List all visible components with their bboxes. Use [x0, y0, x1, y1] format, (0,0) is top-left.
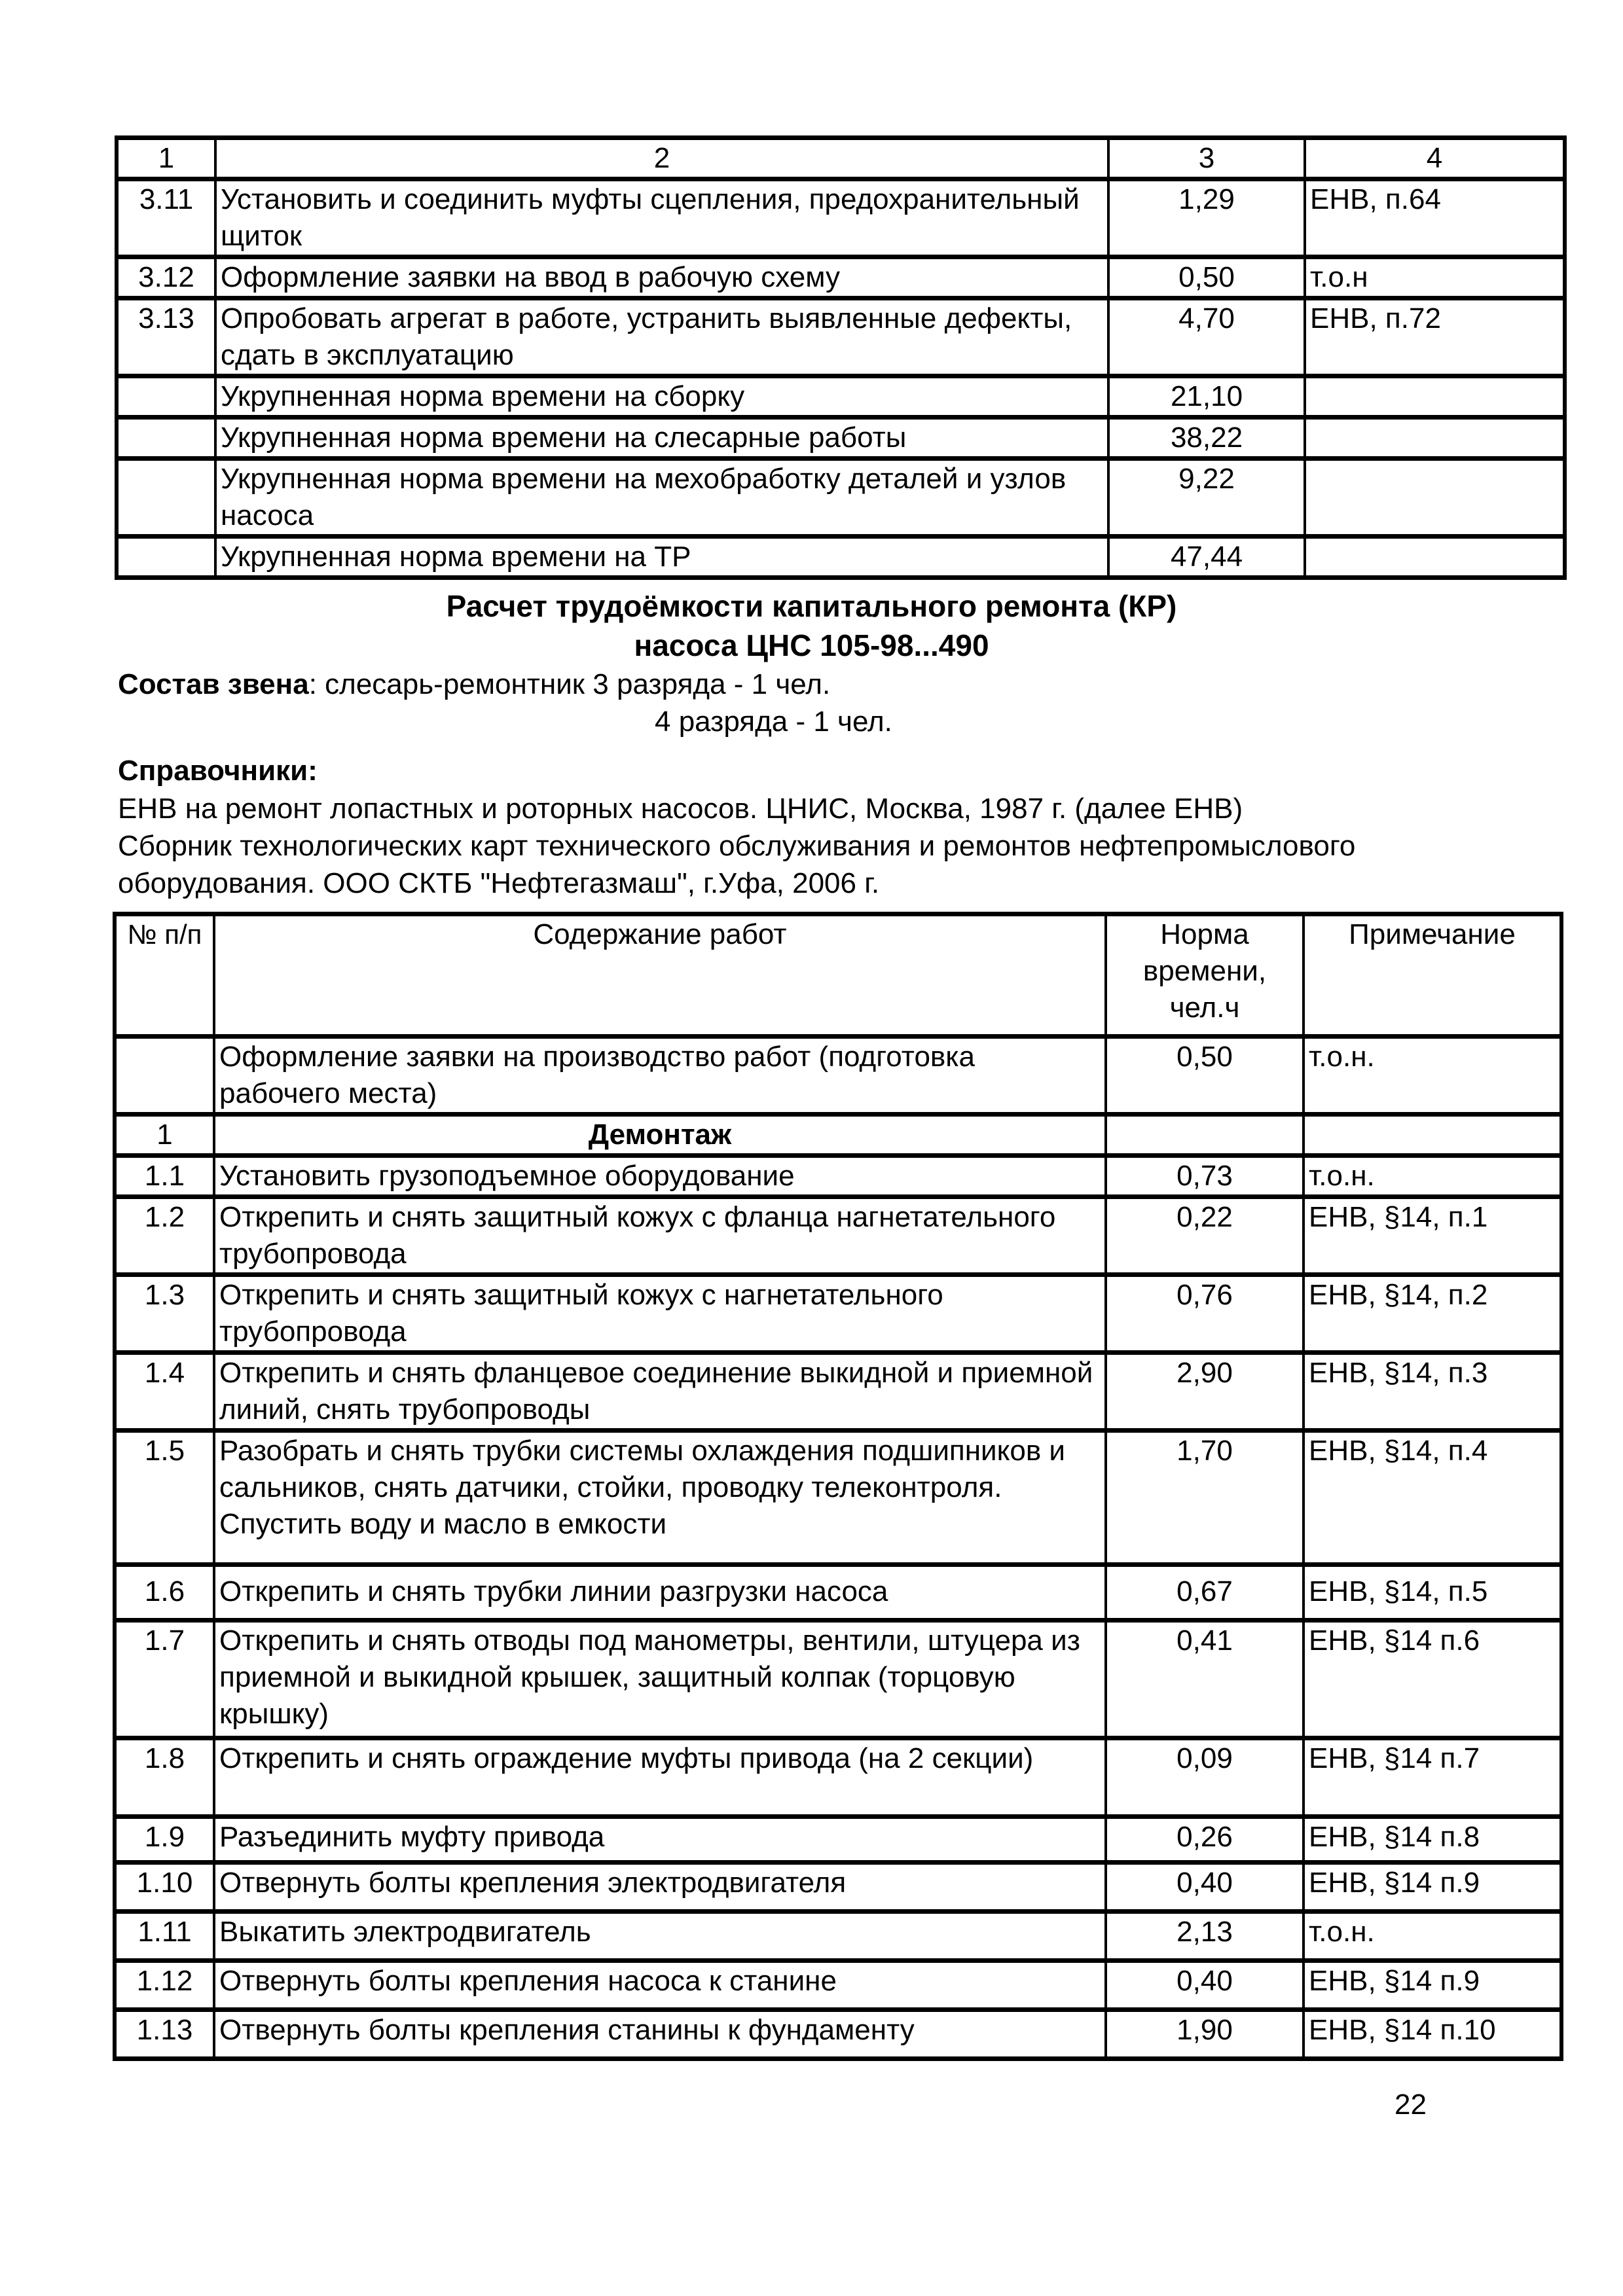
table-row [117, 376, 1565, 418]
table-row [115, 1197, 1561, 1275]
row-value: 0,09 [1106, 1738, 1304, 1817]
row-note: т.о.н. [1304, 1912, 1561, 1961]
row-number: 1.6 [115, 1565, 214, 1621]
row-number: 1.13 [115, 2010, 214, 2059]
table-header-row [115, 914, 1561, 1037]
row-text: Открепить и снять трубки линии разгрузки насоса [214, 1565, 1106, 1621]
table-row [115, 1738, 1561, 1817]
row-number: 1.3 [115, 1275, 214, 1353]
row-text: Открепить и снять защитный кожух с фланца нагнетательного трубопровода [214, 1197, 1106, 1275]
row-note: ЕНВ, п.64 [1305, 179, 1565, 257]
row-number: 3.11 [117, 179, 215, 257]
row-text: Опробовать агрегат в работе, устранить выявленные дефекты, сдать в эксплуатацию [215, 298, 1108, 376]
header-cell: 4 [1305, 138, 1565, 179]
row-text: Укрупненная норма времени на слесарные работы [215, 418, 1108, 459]
row-text: Отвернуть болты крепления станины к фундаменту [214, 2010, 1106, 2059]
section-heading: Демонтаж [214, 1115, 1106, 1156]
row-value: 4,70 [1108, 298, 1305, 376]
row-number: 1.7 [115, 1621, 214, 1738]
row-number [117, 376, 215, 418]
row-value: 0,76 [1106, 1275, 1304, 1353]
row-number: 1.12 [115, 1961, 214, 2010]
header-num: № п/п [115, 914, 214, 1037]
table-row [115, 1353, 1561, 1431]
row-number: 1.10 [115, 1863, 214, 1912]
row-text: Открепить и снять отводы под манометры, вентили, штуцера из приемной и выкидной крышек, защитный колпак (торцовую крышку) [214, 1621, 1106, 1738]
header-content: Содержание работ [214, 914, 1106, 1037]
row-value: 21,10 [1108, 376, 1305, 418]
table-row [115, 1156, 1561, 1197]
table-row [117, 298, 1565, 376]
row-text: Отвернуть болты крепления насоса к станине [214, 1961, 1106, 2010]
row-number: 1.2 [115, 1197, 214, 1275]
row-number: 1.8 [115, 1738, 214, 1817]
row-number: 3.13 [117, 298, 215, 376]
row-note: ЕНВ, §14 п.9 [1304, 1863, 1561, 1912]
row-value: 47,44 [1108, 537, 1305, 578]
row-note: ЕНВ, §14 п.9 [1304, 1961, 1561, 2010]
row-note: т.о.н [1305, 257, 1565, 298]
row-value: 0,50 [1106, 1037, 1304, 1115]
row-text: Оформление заявки на производство работ (подготовка рабочего места) [214, 1037, 1106, 1115]
row-value: 0,22 [1106, 1197, 1304, 1275]
row-value: 1,29 [1108, 179, 1305, 257]
reference-2-line2: оборудования. ООО СКТБ "Нефтегазмаш", г.Уфа, 2006 г. [118, 867, 880, 899]
row-text: Открепить и снять фланцевое соединение выкидной и приемной линий, снять трубопроводы [214, 1353, 1106, 1431]
row-number: 1.9 [115, 1817, 214, 1863]
row-note [1304, 1115, 1561, 1156]
row-note: ЕНВ, §14, п.4 [1304, 1431, 1561, 1565]
reference-1: ЕНВ на ремонт лопастных и роторных насосов. ЦНИС, Москва, 1987 г. (далее ЕНВ) [118, 793, 1243, 825]
header-note: Примечание [1304, 914, 1561, 1037]
table-row [115, 1621, 1561, 1738]
row-note [1305, 537, 1565, 578]
row-text: Разобрать и снять трубки системы охлаждения подшипников и сальников, снять датчики, стойки, проводку телеконтроля. Спустить воду и масло в емкости [214, 1431, 1106, 1565]
row-number: 1.11 [115, 1912, 214, 1961]
header-norm: Норма времени, чел.ч [1106, 914, 1304, 1037]
row-note: ЕНВ, §14 п.10 [1304, 2010, 1561, 2059]
row-note: ЕНВ, §14 п.8 [1304, 1817, 1561, 1863]
table-row [115, 1431, 1561, 1565]
row-text: Открепить и снять защитный кожух с нагнетательного трубопровода [214, 1275, 1106, 1353]
table-row [115, 1863, 1561, 1912]
row-note [1305, 376, 1565, 418]
row-note: ЕНВ, §14 п.6 [1304, 1621, 1561, 1738]
row-text: Установить грузоподъемное оборудование [214, 1156, 1106, 1197]
row-value: 0,41 [1106, 1621, 1304, 1738]
row-text: Открепить и снять ограждение муфты привода (на 2 секции) [214, 1738, 1106, 1817]
row-value: 0,67 [1106, 1565, 1304, 1621]
table-row [115, 1037, 1561, 1115]
row-text: Выкатить электродвигатель [214, 1912, 1106, 1961]
row-value: 0,40 [1106, 1961, 1304, 2010]
table-row [117, 179, 1565, 257]
section-row-dismantling [115, 1115, 1561, 1156]
table-row [115, 1961, 1561, 2010]
row-note: ЕНВ, §14 п.7 [1304, 1738, 1561, 1817]
section-title-line2: насоса ЦНС 105-98...490 [634, 628, 989, 662]
header-cell: 2 [215, 138, 1108, 179]
header-cell: 1 [117, 138, 215, 179]
row-number [117, 459, 215, 537]
table-row [117, 418, 1565, 459]
row-value: 9,22 [1108, 459, 1305, 537]
labor-intensity-table [113, 912, 1563, 2061]
row-value: 0,50 [1108, 257, 1305, 298]
row-value: 0,73 [1106, 1156, 1304, 1197]
row-note: ЕНВ, §14, п.5 [1304, 1565, 1561, 1621]
row-note: ЕНВ, §14, п.1 [1304, 1197, 1561, 1275]
row-note: т.о.н. [1304, 1156, 1561, 1197]
row-number [117, 537, 215, 578]
row-number: 1.5 [115, 1431, 214, 1565]
row-number: 3.12 [117, 257, 215, 298]
row-note [1305, 459, 1565, 537]
row-value: 0,26 [1106, 1817, 1304, 1863]
row-number: 1.1 [115, 1156, 214, 1197]
references-label: Справочники: [118, 755, 318, 787]
row-value [1106, 1115, 1304, 1156]
table-row [115, 2010, 1561, 2059]
reference-2-line1: Сборник технологических карт технического обслуживания и ремонтов нефтепромыслового [118, 830, 1356, 862]
table-row [115, 1275, 1561, 1353]
row-value: 0,40 [1106, 1863, 1304, 1912]
crew-line1: : слесарь-ремонтник 3 разряда - 1 чел. [308, 668, 831, 700]
table-row [115, 1817, 1561, 1863]
row-number: 1.4 [115, 1353, 214, 1431]
row-note: ЕНВ, §14, п.2 [1304, 1275, 1561, 1353]
row-note: ЕНВ, п.72 [1305, 298, 1565, 376]
row-number [115, 1037, 214, 1115]
crew-label: Состав звена [118, 668, 309, 700]
row-text: Укрупненная норма времени на сборку [215, 376, 1108, 418]
row-text: Укрупненная норма времени на ТР [215, 537, 1108, 578]
row-value: 2,13 [1106, 1912, 1304, 1961]
row-value: 1,70 [1106, 1431, 1304, 1565]
header-cell: 3 [1108, 138, 1305, 179]
row-text: Оформление заявки на ввод в рабочую схему [215, 257, 1108, 298]
row-note [1305, 418, 1565, 459]
section-title-line1: Расчет трудоёмкости капитального ремонта (КР) [446, 589, 1177, 623]
row-value: 38,22 [1108, 418, 1305, 459]
crew-composition [118, 666, 830, 703]
row-text: Разъединить муфту привода [214, 1817, 1106, 1863]
row-value: 1,90 [1106, 2010, 1304, 2059]
table-row [117, 257, 1565, 298]
continuation-table [115, 135, 1567, 580]
row-text: Установить и соединить муфты сцепления, предохранительный щиток [215, 179, 1108, 257]
row-note: т.о.н. [1304, 1037, 1561, 1115]
row-text: Укрупненная норма времени на мехобработку деталей и узлов насоса [215, 459, 1108, 537]
crew-line2: 4 разряда - 1 чел. [655, 706, 892, 738]
row-note: ЕНВ, §14, п.3 [1304, 1353, 1561, 1431]
table-row [115, 1565, 1561, 1621]
row-number [117, 418, 215, 459]
row-number: 1 [115, 1115, 214, 1156]
page-number: 22 [1395, 2089, 1427, 2121]
table-row [117, 537, 1565, 578]
table-row [115, 1912, 1561, 1961]
row-value: 2,90 [1106, 1353, 1304, 1431]
table-row [117, 459, 1565, 537]
row-text: Отвернуть болты крепления электродвигателя [214, 1863, 1106, 1912]
table-header-row [117, 138, 1565, 179]
